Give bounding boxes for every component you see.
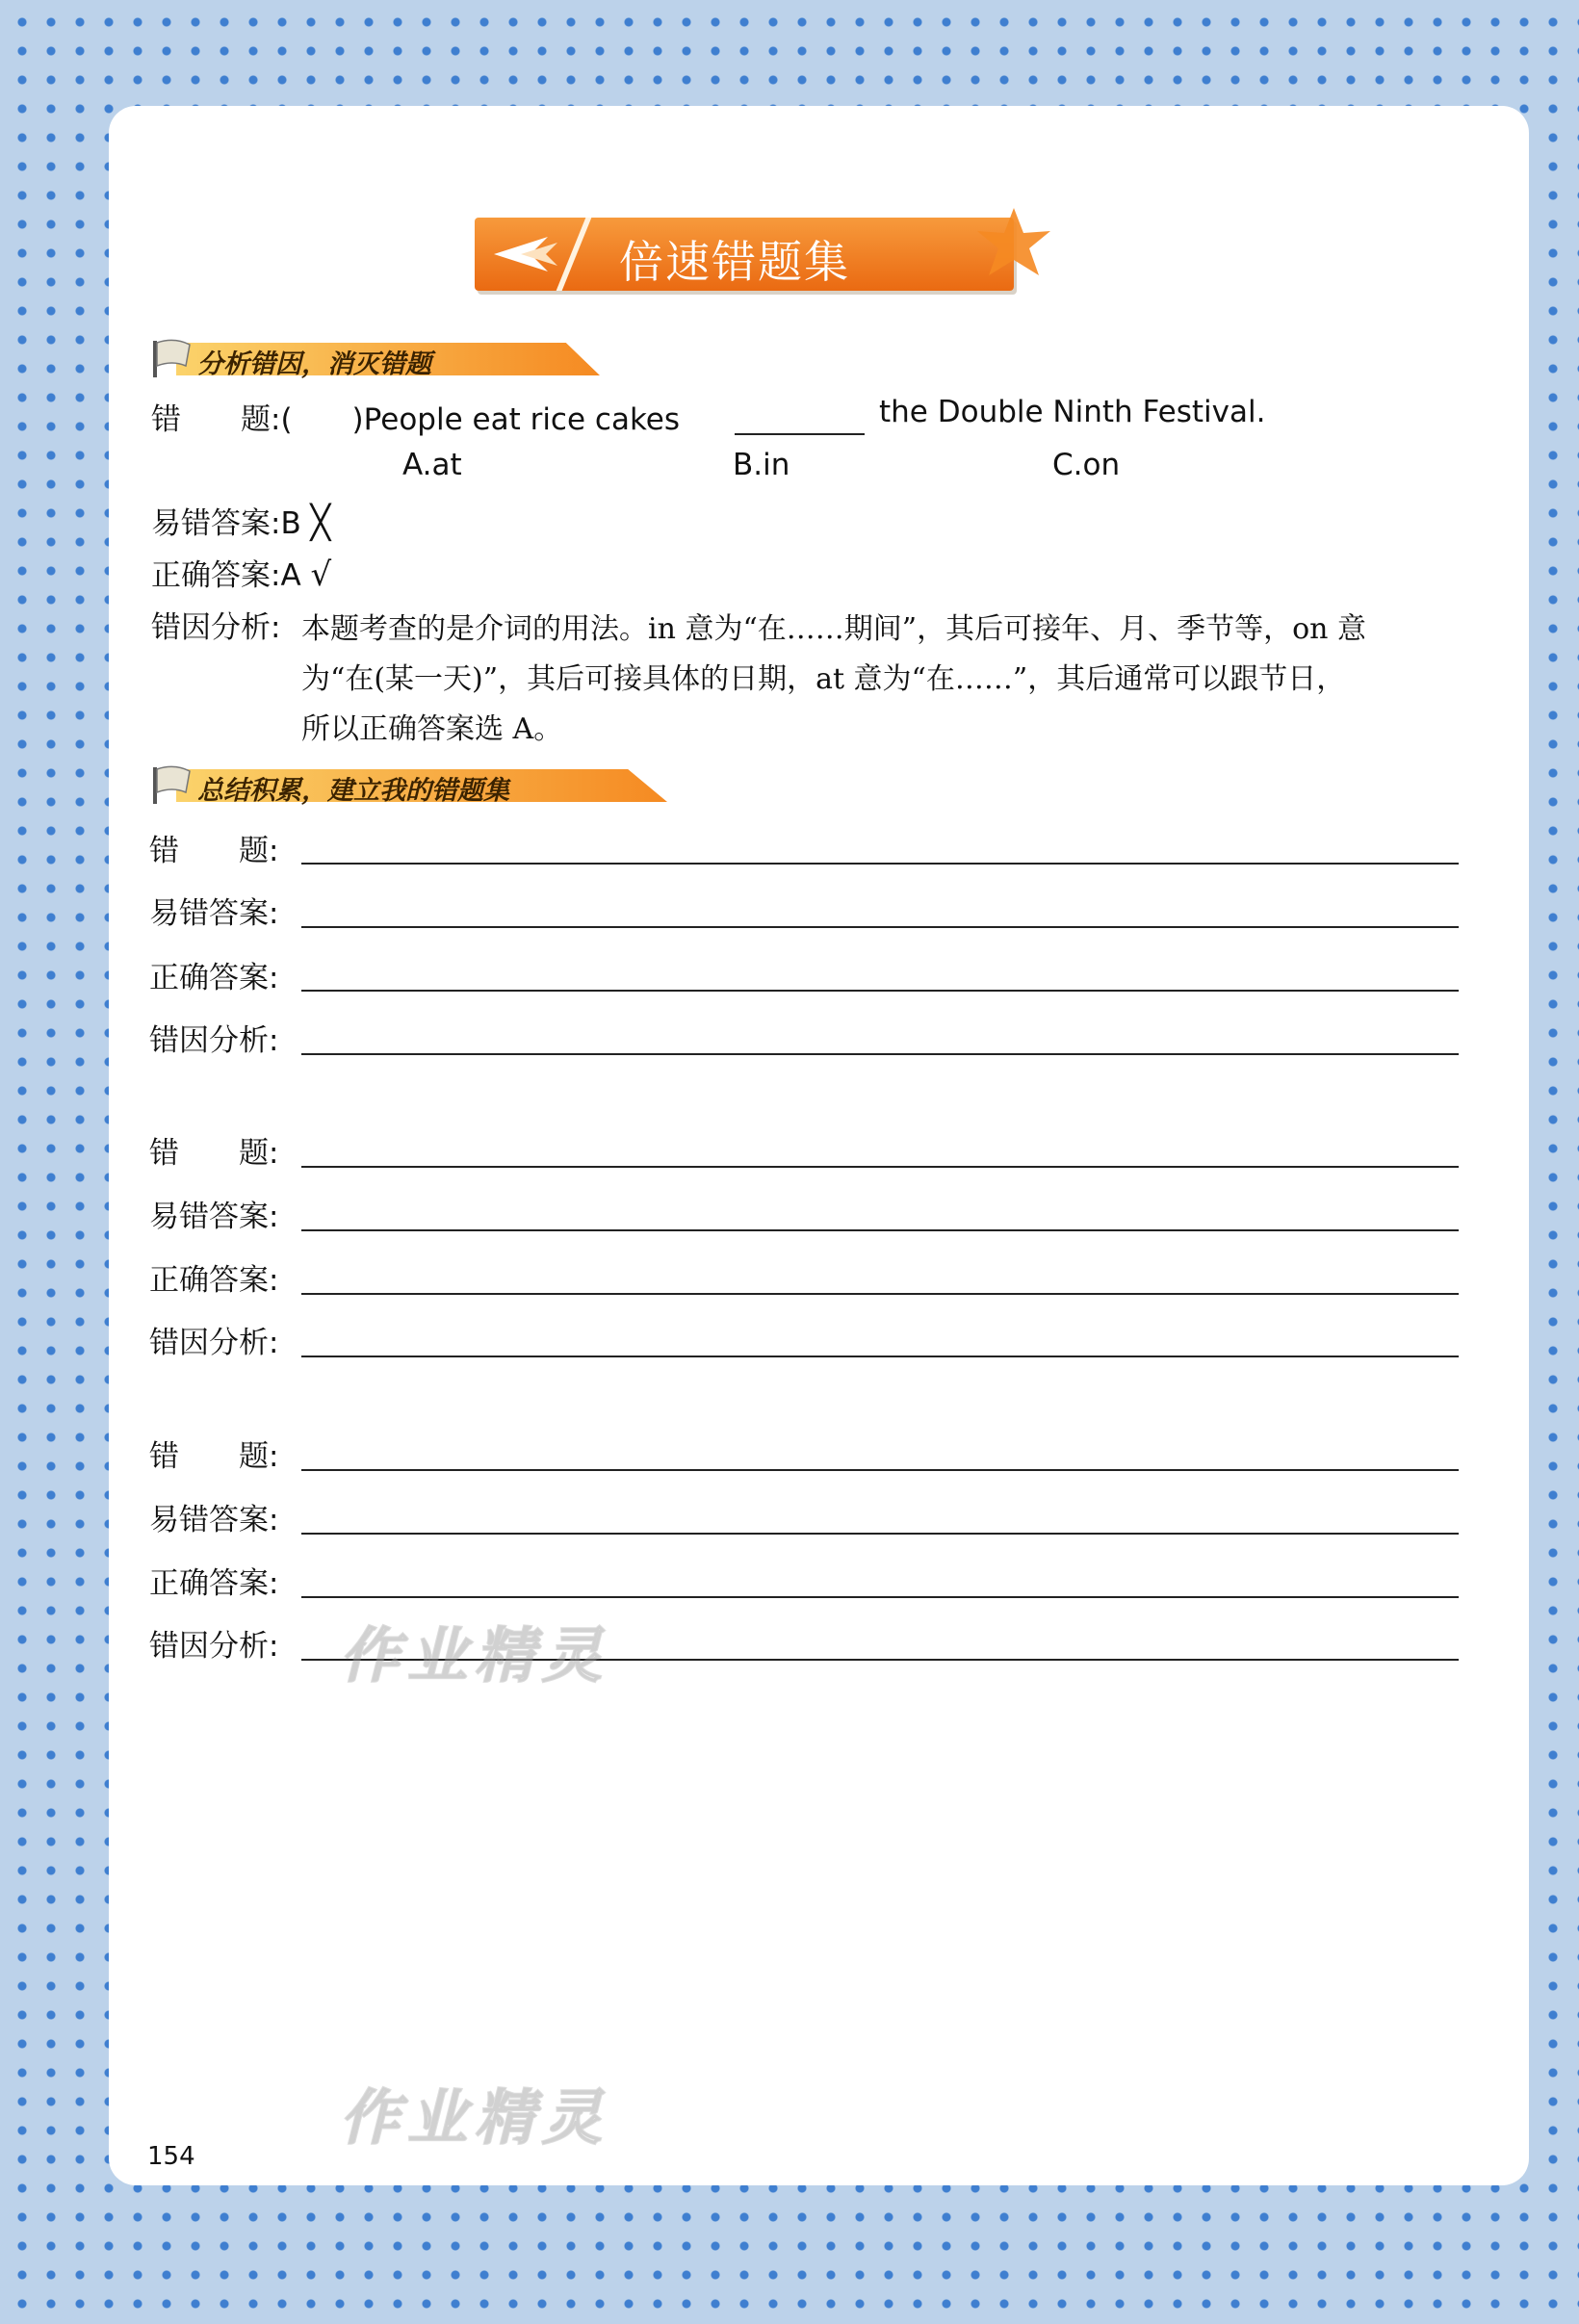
question-blank [735,433,865,435]
template3-wrong-label: 易错答案: [149,1503,279,1537]
template2-question-label: 错 题: [149,1136,279,1171]
section-tab-analysis [147,337,609,379]
template1-question-label: 错 题: [149,834,279,868]
cross-mark-icon: ╳ [310,504,331,542]
correct-answer-value: A [280,558,301,593]
template2-wrong-label: 易错答案: [149,1200,279,1234]
template2-question-line[interactable] [301,1166,1459,1168]
page-number: 154 [147,2142,195,2171]
template2-correct-label: 正确答案: [149,1263,279,1298]
section-title-analysis: 分析错因，消灭错题 [197,349,431,379]
analysis-line-3: 所以正确答案选 A。 [301,712,563,746]
star-burst-icon [975,206,1052,283]
analysis-line-1: 本题考查的是介词的用法。in 意为“在……期间”，其后可接年、月、季节等，on 意 [301,612,1367,646]
wrong-answer-label: 易错答案: [151,506,281,541]
option-a: A.at [402,448,462,482]
template2-analysis-label: 错因分析: [149,1326,279,1360]
banner-background [475,218,1014,291]
example-question-row [151,395,680,438]
template1-analysis-line[interactable] [301,1053,1459,1055]
section-title-collection: 总结积累，建立我的错题集 [197,776,509,806]
template1-correct-line[interactable] [301,990,1459,992]
section-tab-collection [147,763,686,806]
template1-analysis-label: 错因分析: [149,1023,279,1058]
flag-icon [147,337,197,379]
question-text-after: the Double Ninth Festival. [879,395,1266,429]
template3-question-line[interactable] [301,1469,1459,1471]
option-c: C.on [1052,448,1121,482]
check-mark-icon: √ [310,555,332,594]
template1-correct-label: 正确答案: [149,961,279,995]
banner-divider [557,218,592,291]
wrong-answer-row [151,499,330,542]
template3-correct-label: 正确答案: [149,1566,279,1601]
template2-wrong-line[interactable] [301,1229,1459,1231]
page-sheet [109,106,1529,2185]
watermark: 作业精灵 [340,2082,610,2153]
question-text-before: People eat rice cakes [363,402,681,437]
option-b: B.in [733,448,790,482]
answer-paren: ( ) [280,402,364,437]
correct-answer-label: 正确答案: [151,558,281,593]
template2-correct-line[interactable] [301,1293,1459,1295]
template3-analysis-label: 错因分析: [149,1629,279,1664]
template3-correct-line[interactable] [301,1596,1459,1598]
correct-answer-row [151,551,331,594]
question-label: 错 题: [151,402,281,437]
arrow-left-icon [492,235,559,273]
template2-analysis-line[interactable] [301,1356,1459,1357]
template3-question-label: 错 题: [149,1439,279,1474]
analysis-line-2: 为“在(某一天)”，其后可接具体的日期，at 意为“在……”，其后通常可以跟节日， [301,662,1346,696]
template3-wrong-line[interactable] [301,1533,1459,1535]
template1-wrong-label: 易错答案: [149,896,279,931]
chapter-banner [475,206,1052,298]
wrong-answer-value: B [280,506,301,541]
flag-icon [147,763,197,806]
template1-question-line[interactable] [301,863,1459,865]
template1-wrong-line[interactable] [301,926,1459,928]
watermark: 作业精灵 [340,1620,610,1691]
banner-title: 倍速错题集 [619,236,850,288]
analysis-label: 错因分析: [151,610,281,645]
